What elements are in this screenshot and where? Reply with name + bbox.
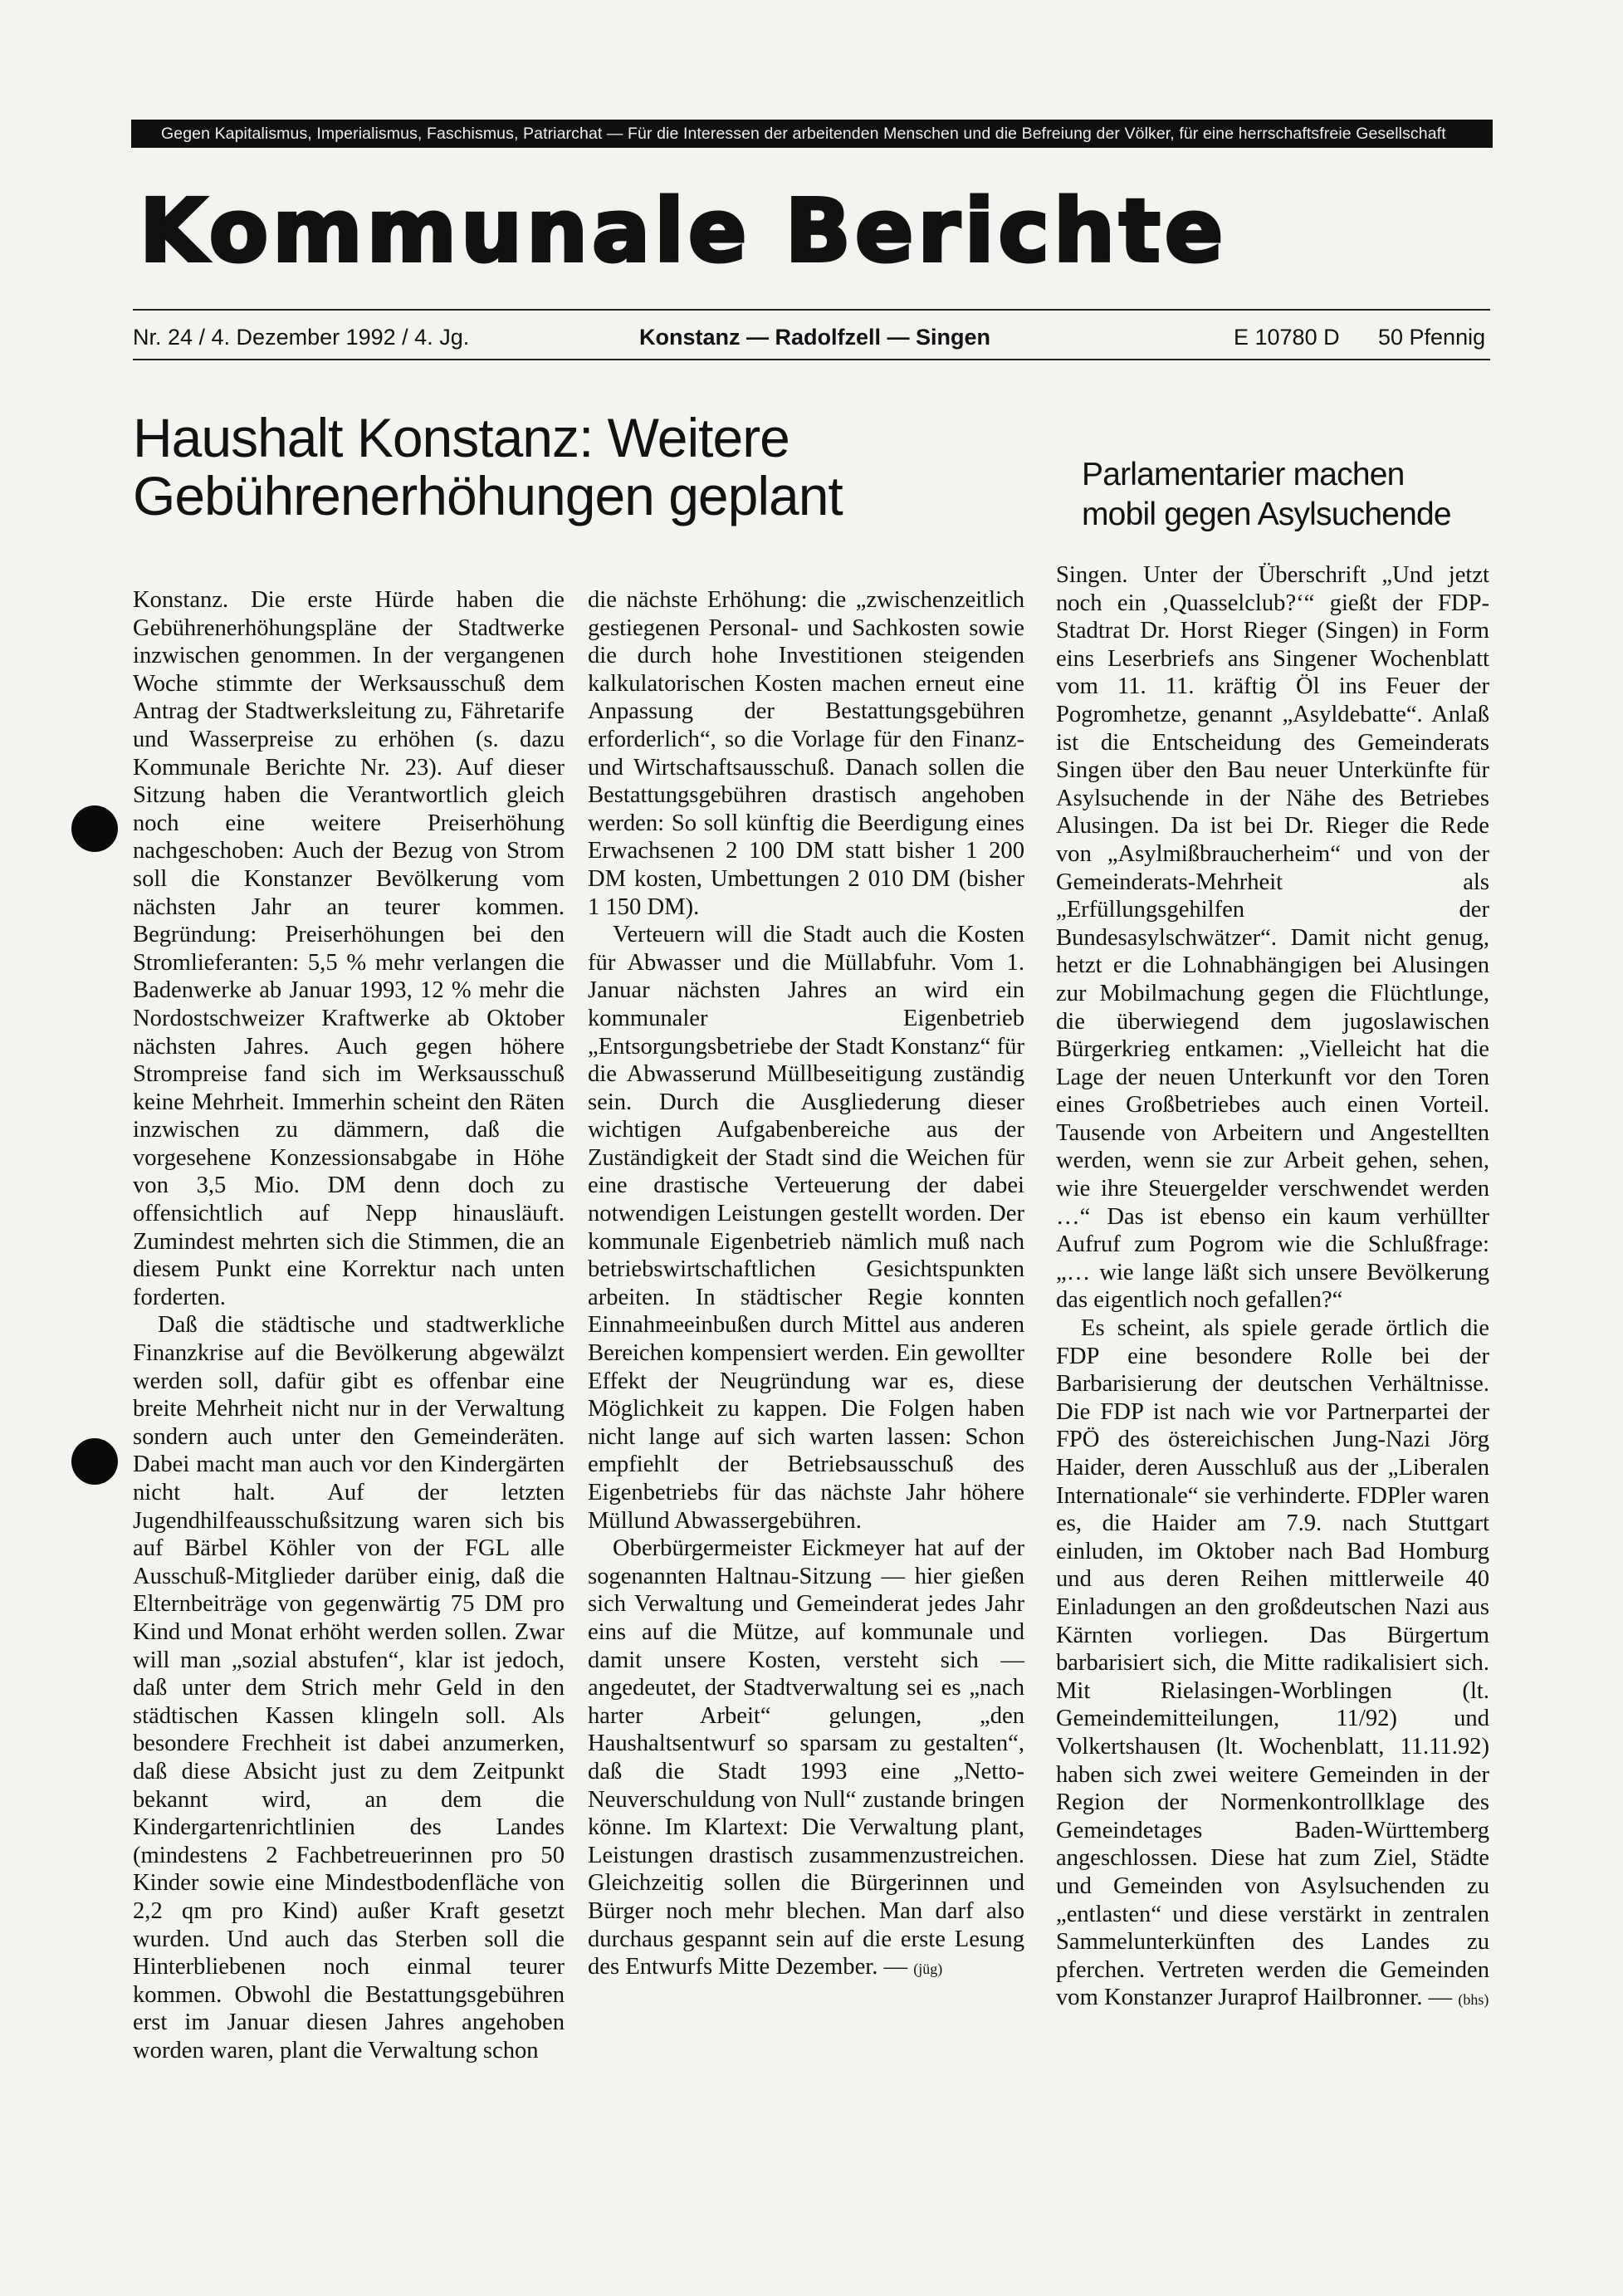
paragraph-text: Es scheint, als spiele gerade örtlich die FDP eine besondere Rolle bei der Barbarisierung der deutschen Verhältnisse. Die FDP ist nach wie vor Partnerpartei der FPÖ des östereichischen Jung-Nazi Jörg Haider, deren Ausschluß aus der „Liberalen Internationale“ sie verhinderte. FDPler waren es, die Haider am 7.9. nach Stuttgart einluden, im Oktober nach Bad Homburg und aus deren Reihen mittlerweile 40 Einladungen an den großdeutschen Nazi aus Kärnten vorliegen. Das Bürgertum barbarisiert sich, die Mitte radikalisiert sich. Mit Rielasingen-Worblingen (lt. Gemeindemitteilungen, 11/92) und Volkertshausen (lt. Wochenblatt, 11.11.92) haben sich zwei weitere Gemeinden in der Region der Normenkontrollklage des Gemeindetages Baden-Württemberg angeschlossen. Diese hat zum Ziel, Städte und Gemeinden von Asylsuchenden zu „entlasten“ und diese verstärkt in zentralen Sammelunterkünften des Landes zu pferchen. Vertreten werden die Gemeinden vom Konstanzer Juraprof Hailbronner. —: [1056, 1315, 1489, 2011]
paragraph: Daß die städtische und stadtwerkliche Finanzkrise auf die Bevölkerung abgewälzt werden soll, dafür gibt es offenbar eine breite Mehrheit nicht nur in der Verwaltung sondern auch unter den Gemeinderäten. Dabei macht man auch vor den Kindergärten nicht halt. Auf der letzten Jugendhilfeausschußsitzung waren sich bis auf Bärbel Köhler von der FGL alle Ausschuß-Mitglieder darüber einig, daß die Elternbeiträge von gegenwärtig 75 DM pro Kind und Monat erhöht werden sollen. Zwar will man „sozial abstufen“, klar ist jedoch, daß unter dem Strich mehr Geld in den städtischen Kassen klingeln soll. Als besondere Frechheit ist dabei anzumerken, daß diese Absicht just zu dem Zeitpunkt bekannt wird, an dem die Kindergartenrichtlinien des Landes (mindestens 2 Fachbetreuerinnen pro 50 Kinder sowie eine Mindestbodenfläche von 2,2 qm pro Kind) außer Kraft gesetzt wurden. Und auch das Sterben soll die Hinterbliebenen noch einmal teurer kommen. Obwohl die Bestattungsgebühren erst im Januar diesen Jahres angehoben worden waren, plant die Verwaltung schon: [133, 1312, 565, 2063]
masthead: Kommunale Berichte: [139, 180, 1228, 281]
side-headline-line1: Parlamentarier machen: [1082, 457, 1405, 492]
side-headline: [1082, 455, 1489, 535]
region-info: Konstanz — Radolfzell — Singen: [639, 325, 991, 350]
price: 50 Pfennig: [1378, 325, 1486, 350]
punch-hole-top: [71, 805, 118, 852]
punch-hole-bottom: [71, 1438, 118, 1485]
paragraph: die nächste Erhöhung: die „zwischenzeitlich gestiegenen Personal- und Sachkosten sowie die durch hohe Investitionen steigenden kalkulatorischen Kosten machen erneut eine Anpassung der Bestattungsgebühren erforderlich“, so die Vorlage für den Finanz- und Wirtschaftsausschuß. Danach sollen die Bestattungsgebühren drastisch angehoben werden: So soll künftig die Beerdigung eines Erwachsenen 2 100 DM statt bisher 1 200 DM kosten, Umbettungen 2 010 DM (bisher 1 150 DM).: [588, 587, 1024, 920]
author-signature: (jüg): [913, 1961, 943, 1978]
author-signature: (bhs): [1458, 1991, 1489, 2009]
bottom-rule: [133, 359, 1490, 360]
side-article-column: [1056, 561, 1489, 2015]
side-headline-line2: mobil gegen Asylsuchende: [1082, 497, 1451, 532]
issue-info: Nr. 24 / 4. Dezember 1992 / 4. Jg.: [133, 325, 470, 350]
main-article-column-2: [588, 586, 1024, 1984]
slogan-text: Gegen Kapitalismus, Imperialismus, Faschismus, Patriarchat — Für die Interessen der arbeitenden Menschen und die Befreiung der Völker, für eine herrschaftsfreie Gesellschaft: [161, 125, 1446, 143]
paragraph-text: Oberbürgermeister Eickmeyer hat auf der sogenannten Haltnau-Sitzung — hier gießen sich Verwaltung und Gemeinderat jedes Jahr eins auf die Mütze, auf kommunale und damit unsere Kosten, versteht sich — angedeutet, der Stadtverwaltung sei es „nach harter Arbeit“ gelungen, „den Haushaltsentwurf so sparsam zu gestalten“, daß die Stadt 1993 eine „Netto-Neuverschuldung von Null“ zustande bringen könne. Im Klartext: Die Verwaltung plant, Leistungen drastisch zusammenzustreichen. Gleichzeitig sollen die Bürgerinnen und Bürger noch mehr blechen. Man darf also durchaus gespannt sein auf die erste Lesung des Entwurfs Mitte Dezember. —: [588, 1535, 1024, 1980]
paragraph: Konstanz. Die erste Hürde haben die Gebührenerhöhungspläne der Stadtwerke inzwischen genommen. In der vergangenen Woche stimmte der Werksausschuß dem Antrag der Stadtwerksleitung zu, Fähretarife und Wasserpreise zu erhöhen (s. dazu Kommunale Berichte Nr. 23). Auf dieser Sitzung haben die Verantwortlich gleich noch eine weitere Preiserhöhung nachgeschoben: Auch der Bezug von Strom soll die Konstanzer Bevölkerung vom nächsten Jahr an teurer kommen. Begründung: Preiserhöhungen bei den Stromlieferanten: 5,5 % mehr verlangen die Badenwerke ab Januar 1993, 12 % mehr die Nordostschweizer Kraftwerke ab Oktober nächsten Jahres. Auch gegen höhere Strompreise fand sich im Werksausschuß keine Mehrheit. Immerhin scheint den Räten inzwischen zu dämmern, daß die vorgesehene Konzessionsabgabe in Höhe von 3,5 Mio. DM denn doch zu offensichtlich auf Nepp hinausläuft. Zumindest mehrten sich die Stimmen, die an diesem Punkt eine Korrektur nach unten forderten.: [133, 587, 565, 1310]
main-headline-line1: Haushalt Konstanz: Weitere: [133, 407, 790, 468]
paragraph: [588, 1535, 1024, 1984]
top-rule: [133, 309, 1490, 311]
main-headline-line2: Gebührenerhöhungen geplant: [133, 465, 843, 526]
paragraph: Singen. Unter der Überschrift „Und jetzt noch ein ‚Quasselclub?‘“ gießt der FDP-Stadtrat Dr. Horst Rieger (Singen) in Form eins Leserbriefs ans Singener Wochenblatt vom 11. 11. kräftig Öl ins Feuer der Pogromhetze, genannt „Asyldebatte“. Anlaß ist die Entscheidung des Gemeinderats Singen über den Bau neuer Unterkünfte für Asylsuchende in der Nähe des Betriebes Alusingen. Da ist bei Dr. Rieger die Rede von „Asylmißbraucherheim“ und von der Gemeinderats-Mehrheit als „Erfüllungsgehilfen der Bundesasylschwätzer“. Damit nicht genug, hetzt er die Lohnabhängigen bei Alusingen zur Mobilmachung gegen die Flüchtlunge, die überwiegend dem jugoslawischen Bürgerkrieg entkamen: „Vielleicht hat die Lage der neuen Unterkunft vor den Toren eines Großbetriebes auch einen Vorteil. Tausende von Arbeitern und Angestellten werden, wenn sie zur Arbeit gehen, sehen, wie ihre Steuergelder verschwendet werden …“ Das ist ebenso ein kaum verhüllter Aufruf zum Pogrom wie die Schlußfrage: „… wie lange läßt sich unsere Bevölkerung das eigentlich noch gefallen?“: [1056, 562, 1489, 1314]
main-article-column-1: [133, 586, 565, 2064]
slogan-bar: [131, 120, 1493, 148]
paragraph: Verteuern will die Stadt auch die Kosten für Abwasser und die Müllabfuhr. Vom 1. Januar nächsten Jahres an wird ein kommunaler Eigenbetrieb „Entsorgungsbetriebe der Stadt Konstanz“ für die Abwasserund Müllbeseitigung zuständig sein. Durch die Ausgliederung dieser wichtigen Aufgabenbereiche aus der Zuständigkeit der Stadt sind die Weichen für eine drastische Verteuerung der dabei notwendigen Leistungen gestellt worden. Der kommunale Eigenbetrieb nämlich muß nach betriebswirtschaftlichen Gesichtspunkten arbeiten. In städtischer Regie konnten Einnahmeeinbußen durch Mittel aus anderen Bereichen kompensiert werden. Ein gewollter Effekt der Neugründung war es, diese Möglichkeit zu kappen. Die Folgen haben nicht lange auf sich warten lassen: Schon empfiehlt der Betriebsausschuß des Eigenbetriebs für das nächste Jahr höhere Müllund Abwassergebühren.: [588, 922, 1024, 1534]
paragraph: [1056, 1314, 1489, 2015]
postal-code: E 10780 D: [1234, 325, 1340, 350]
main-headline: [133, 409, 1029, 525]
